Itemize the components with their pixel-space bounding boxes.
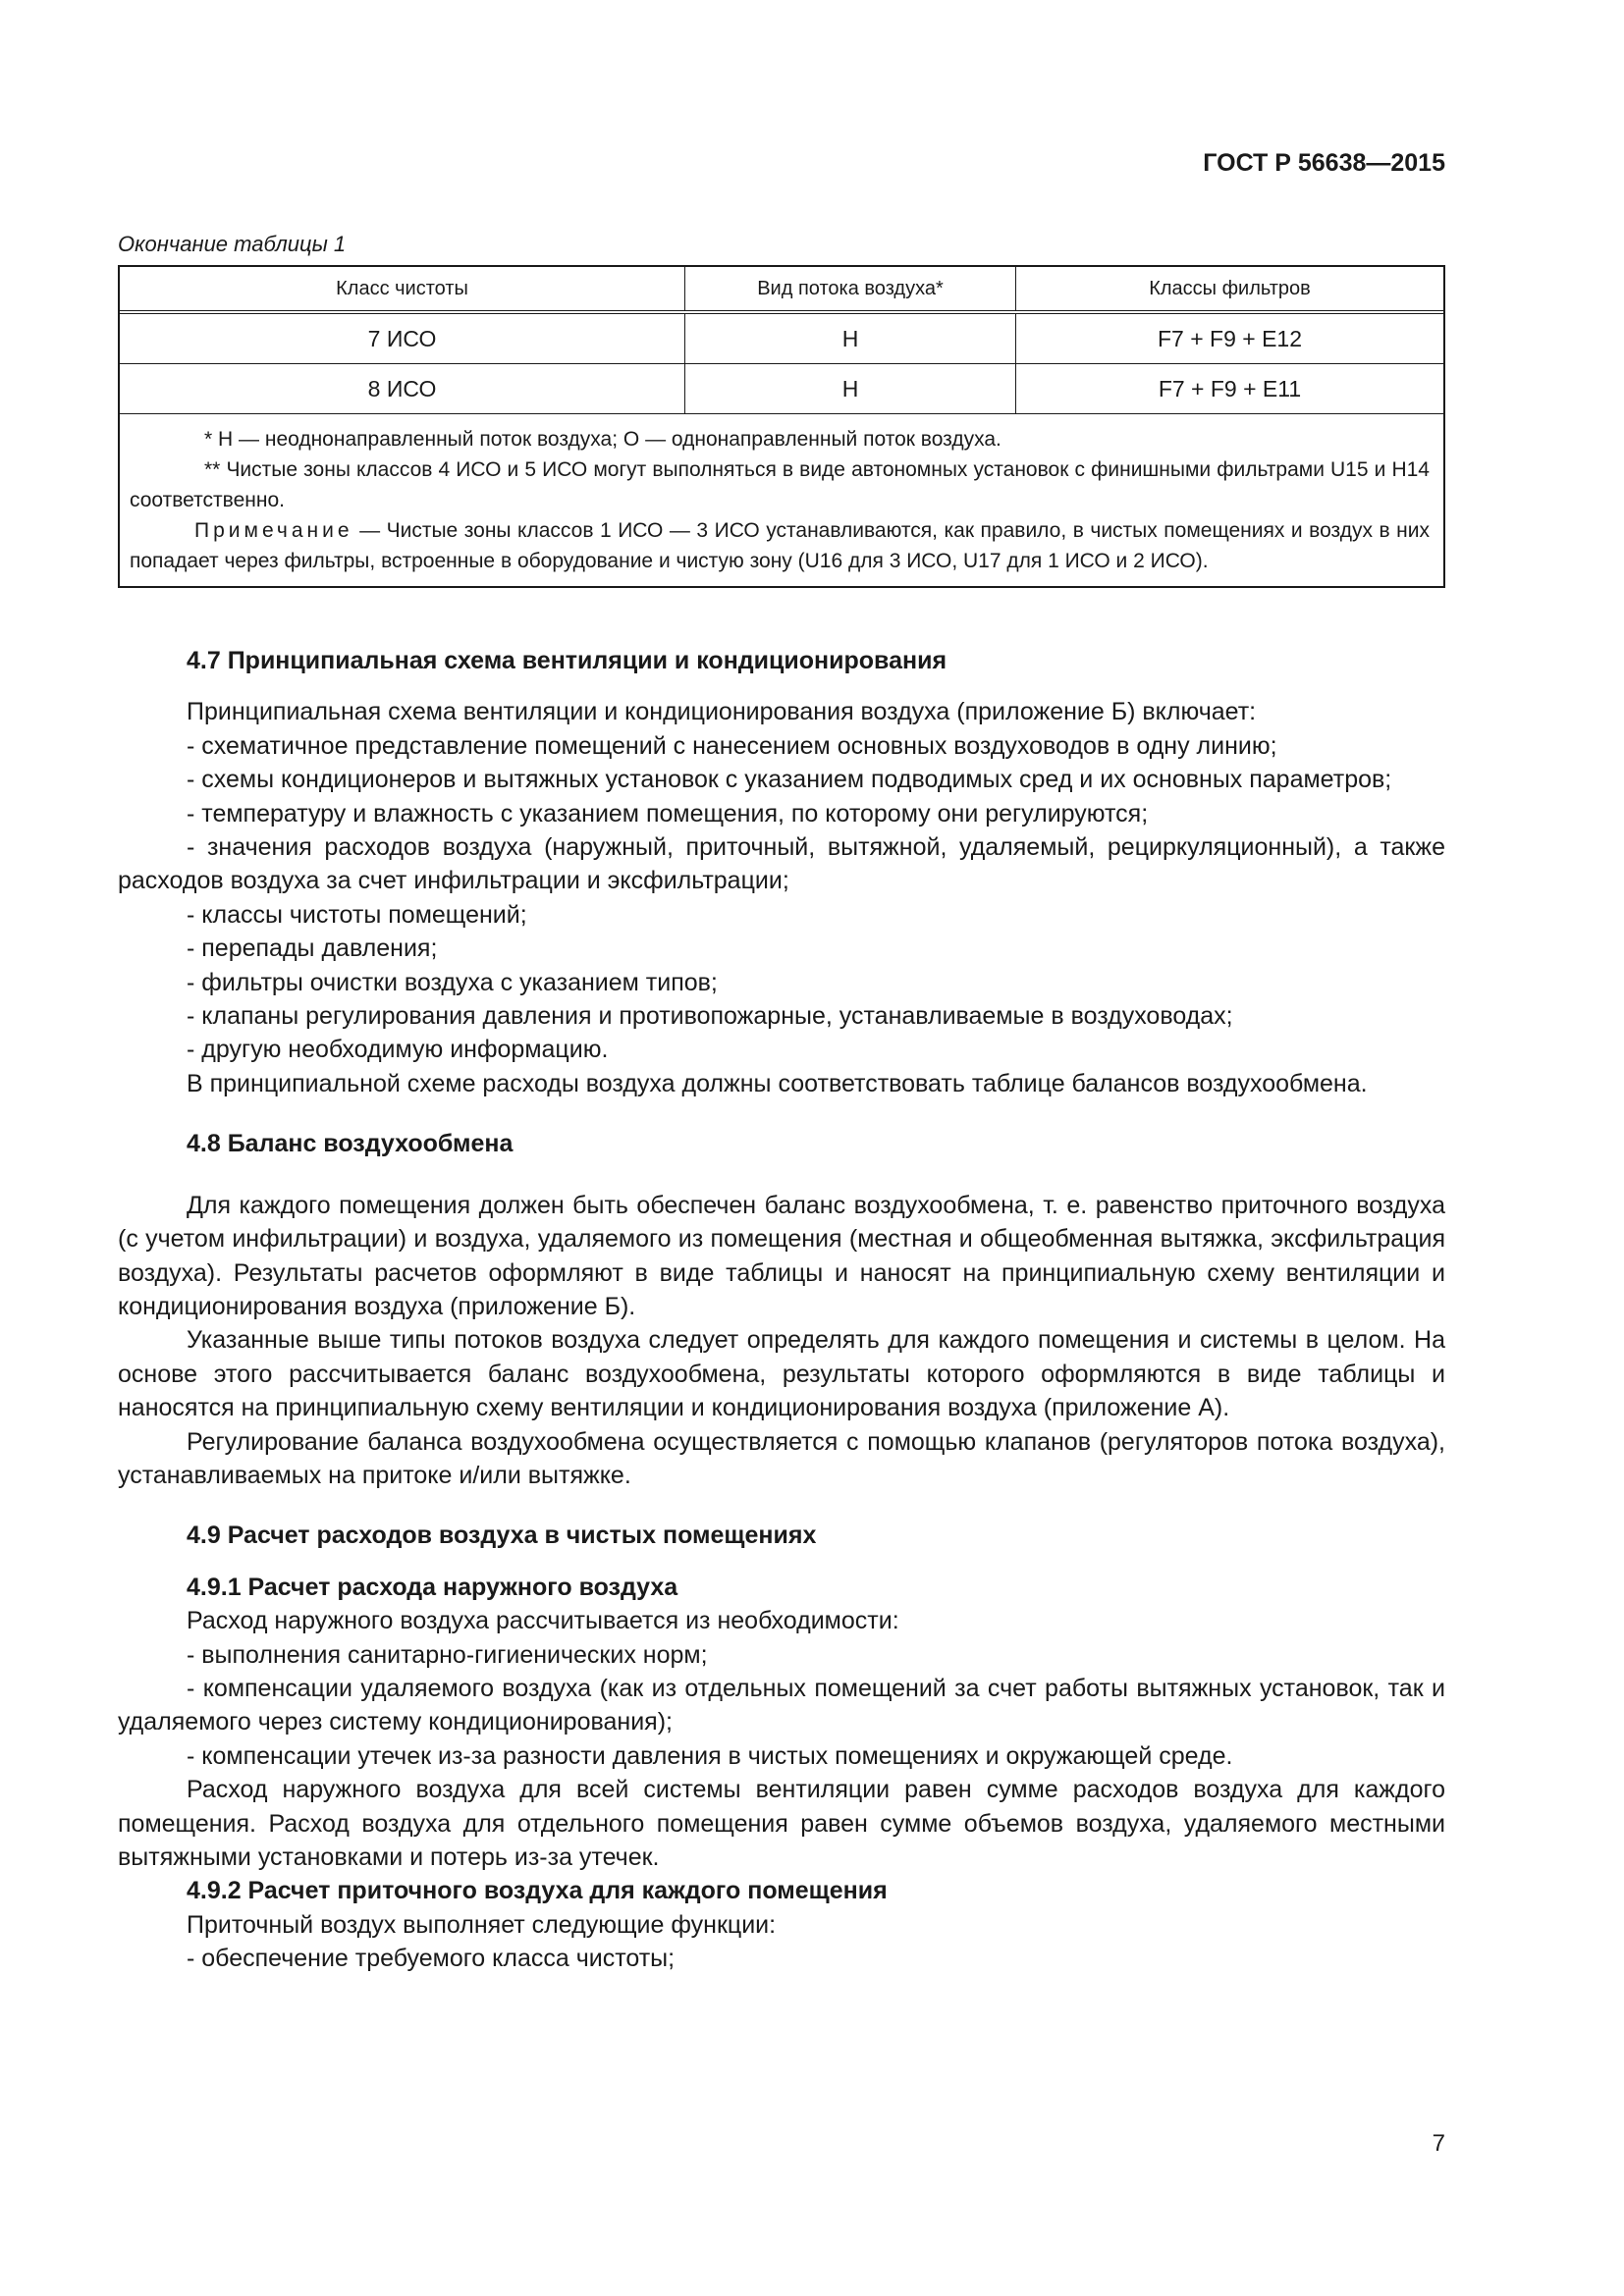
paragraph: В принципиальной схеме расходы воздуха должны соответствовать таблице балансов воздухообмена. <box>187 1069 1368 1097</box>
paragraph: Расход наружного воздуха для всей системы вентиляции равен сумме расходов воздуха для каждого помещения. Расход воздуха для отдельного помещения равен сумме объемов воздуха, удаляемого местными вытяжными установками и потерь из-за утечек. <box>118 1776 1445 1871</box>
table-cell: Н <box>685 314 1016 363</box>
list-item: - компенсации удаляемого воздуха (как из отдельных помещений за счет работы вытяжных установок, так и удаляемого через систему кондиционирования); <box>118 1674 1445 1736</box>
table-cell: F7 + F9 + E12 <box>1157 325 1303 351</box>
column-header: Классы фильтров <box>1149 277 1311 299</box>
page-number: 7 <box>1432 2130 1445 2157</box>
subsection-heading-4-9-2: 4.9.2 Расчет приточного воздуха для каждого помещения <box>187 1877 888 1905</box>
footnote-flow-type: * Н — неоднонаправленный поток воздуха; О — однонаправленный поток воздуха. <box>204 428 1001 451</box>
table-caption: Окончание таблицы 1 <box>118 232 347 256</box>
list-item: - выполнения санитарно-гигиенических норм; <box>187 1640 708 1669</box>
list-item: - компенсации утечек из-за разности давления в чистых помещениях и окружающей среде. <box>187 1741 1233 1770</box>
list-item: - классы чистоты помещений; <box>187 900 527 929</box>
table-cell: Н <box>685 364 1016 413</box>
column-header: Вид потока воздуха* <box>685 267 1016 310</box>
list-item: - клапаны регулирования давления и противопожарные, устанавливаемые в воздуховодах; <box>187 1002 1233 1031</box>
paragraph: Регулирование баланса воздухообмена осуществляется с помощью клапанов (регуляторов потока воздуха), устанавливаемых на притоке и/или вытяжке. <box>118 1427 1445 1489</box>
footnote-clean-zones: ** Чистые зоны классов 4 ИСО и 5 ИСО могут выполняться в виде автономных установок с финишными фильтрами U15 и H14 соответственно. <box>130 458 1430 511</box>
paragraph: Для каждого помещения должен быть обеспечен баланс воздухообмена, т. е. равенство приточного воздуха (с учетом инфильтрации) и воздуха, удаляемого из помещения (местная и общеобменная вытяжка, эксфильтрация воздуха). Результаты расчетов оформляют в виде таблицы и наносят на принципиальную схему вентиляции и кондиционирования воздуха (приложение Б). <box>118 1191 1445 1320</box>
list-item: - другую необходимую информацию. <box>187 1036 609 1064</box>
column-header: Класс чистоты <box>120 267 685 310</box>
section-heading-4-9: 4.9 Расчет расходов воздуха в чистых помещениях <box>187 1522 817 1550</box>
document-body <box>118 644 1445 1976</box>
table-row <box>120 364 1443 414</box>
standard-number: ГОСТ Р 56638—2015 <box>1203 149 1445 177</box>
table-footnotes <box>120 414 1443 586</box>
section-heading-4-8: 4.8 Баланс воздухообмена <box>187 1130 514 1158</box>
list-item: - температуру и влажность с указанием помещения, по которому они регулируются; <box>187 799 1149 828</box>
list-item: - значения расходов воздуха (наружный, приточный, вытяжной, удаляемый, рециркуляционный), а также расходов воздуха за счет инфильтрации и эксфильтрации; <box>118 833 1445 895</box>
note-label: Примечание <box>194 519 353 542</box>
note-text: — Чистые зоны классов 1 ИСО — 3 ИСО устанавливаются, как правило, в чистых помещениях и воздух в них попадает через фильтры, встроенные в оборудование и чистую зону (U16 для 3 ИСО, U17 для 1 ИСО и 2 ИСО). <box>130 519 1430 572</box>
table-cell: 7 ИСО <box>120 314 685 363</box>
table-row <box>120 314 1443 364</box>
paragraph: Указанные выше типы потоков воздуха следует определять для каждого помещения и системы в целом. На основе этого рассчитывается баланс воздухообмена, результаты которого оформляются в виде таблицы и наносятся на принципиальную схему вентиляции и кондиционирования воздуха (приложение А). <box>118 1326 1445 1422</box>
table-note <box>130 515 1430 576</box>
list-item: - обеспечение требуемого класса чистоты; <box>187 1945 676 1973</box>
list-item: - перепады давления; <box>187 934 438 963</box>
section-heading-4-7: 4.7 Принципиальная схема вентиляции и кондиционирования <box>187 647 947 674</box>
paragraph: Расход наружного воздуха рассчитывается из необходимости: <box>187 1607 899 1635</box>
list-item: - фильтры очистки воздуха с указанием типов; <box>187 968 718 996</box>
list-item: - схематичное представление помещений с нанесением основных воздуховодов в одну линию; <box>187 731 1277 760</box>
table-cell: F7 + F9 + E11 <box>1158 375 1302 401</box>
paragraph: Приточный воздух выполняет следующие функции: <box>187 1910 777 1939</box>
table-header-row <box>120 267 1443 314</box>
subsection-heading-4-9-1: 4.9.1 Расчет расхода наружного воздуха <box>187 1573 678 1601</box>
cleanliness-table <box>118 265 1445 588</box>
paragraph: Принципиальная схема вентиляции и кондиционирования воздуха (приложение Б) включает: <box>187 698 1257 726</box>
table-cell: 8 ИСО <box>120 364 685 413</box>
list-item: - схемы кондиционеров и вытяжных установок с указанием подводимых сред и их основных параметров; <box>187 766 1392 794</box>
